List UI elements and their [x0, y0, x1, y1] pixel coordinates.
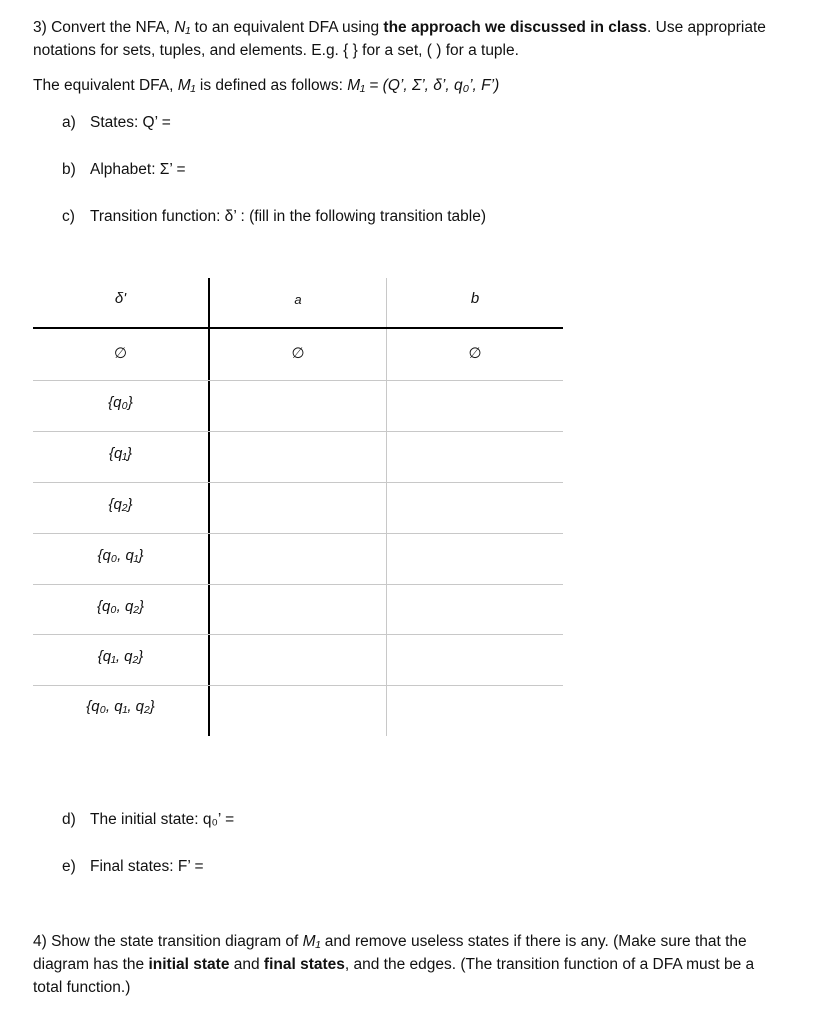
part-letter: d) [62, 811, 76, 828]
part-letter: c) [62, 208, 75, 225]
part-text: Transition function: δ’ : (fill in the following transition table) [90, 208, 487, 225]
table-header-rule [33, 327, 563, 329]
part-b [62, 161, 186, 179]
part-letter: b) [62, 161, 76, 178]
part-text: Final states: F’ = [90, 858, 204, 875]
part-e [62, 858, 204, 876]
table-row-rule [33, 380, 563, 381]
q3-intro-text: . Use appropriate [647, 19, 766, 36]
table-header-delta: δ' [114, 290, 127, 307]
q3-intro-line2: notations for sets, tuples, and elements. E.g. { } for a set, ( ) for a tuple. [33, 42, 519, 59]
q4-text-run: and [229, 956, 264, 973]
part-d [62, 811, 234, 829]
q4-emphasis: initial state [148, 956, 230, 973]
table-row-state: {q₁, q₂} [97, 648, 144, 665]
part-letter: a) [62, 114, 76, 131]
table-header-a: a [294, 292, 302, 307]
part-text: Alphabet: Σ’ = [90, 161, 186, 178]
dfa-symbol: M₁ [177, 77, 196, 94]
q4-text-run: diagram has the [33, 956, 149, 973]
table-row-state: {q₀, q₁} [97, 547, 144, 564]
table-row-state: {q₂} [108, 496, 133, 513]
q4-line2 [33, 953, 803, 976]
part-text: The initial state: q₀’ = [90, 811, 235, 828]
table-header-b: b [470, 290, 480, 307]
table-row-state: {q₁} [108, 445, 133, 462]
part-a [62, 114, 171, 132]
q4-text-run: 4) Show the state transition diagram of [33, 933, 303, 950]
part-c [62, 208, 486, 226]
definition-text: is defined as follows: [195, 77, 348, 94]
nfa-symbol: N₁ [174, 19, 191, 36]
q4-text [33, 930, 803, 999]
q4-line1 [33, 930, 803, 953]
q4-text-run: and remove useless states if there is any. (Make sure that the [320, 933, 747, 950]
table-row-rule [33, 533, 563, 534]
table-row-rule [33, 634, 563, 635]
q3-intro-text: to an equivalent DFA using [190, 19, 384, 36]
q3-intro-text: 3) Convert the NFA, [33, 19, 175, 36]
table-cell-a[interactable]: ∅ [291, 345, 305, 362]
q4-line3: total function.) [33, 979, 131, 996]
table-row-state: {q₀} [108, 394, 133, 411]
table-row-rule [33, 431, 563, 432]
definition-text: The equivalent DFA, [33, 77, 178, 94]
table-row-state: {q₀, q₁, q₂} [86, 698, 155, 715]
table-row-rule [33, 482, 563, 483]
q4-emphasis: final states [263, 956, 345, 973]
dfa-definition [33, 77, 499, 95]
q3-intro-line1 [33, 16, 803, 39]
q3-intro-emphasis: the approach we discussed in class [383, 19, 648, 36]
transition-table [33, 278, 563, 736]
part-letter: e) [62, 858, 76, 875]
table-cell-b[interactable]: ∅ [468, 345, 482, 362]
q3-intro [33, 16, 803, 62]
table-row-state: {q₀, q₂} [96, 598, 145, 615]
table-row-state: ∅ [113, 345, 128, 362]
dfa-tuple: M₁ = (Q’, Σ’, δ’, q₀’, F’) [347, 77, 500, 94]
part-text: States: Q’ = [90, 114, 171, 131]
q4-text-run: , and the edges. (The transition function of a DFA must be a [344, 956, 755, 973]
table-row-rule [33, 584, 563, 585]
dfa-symbol: M₁ [302, 933, 321, 950]
table-row-rule [33, 685, 563, 686]
